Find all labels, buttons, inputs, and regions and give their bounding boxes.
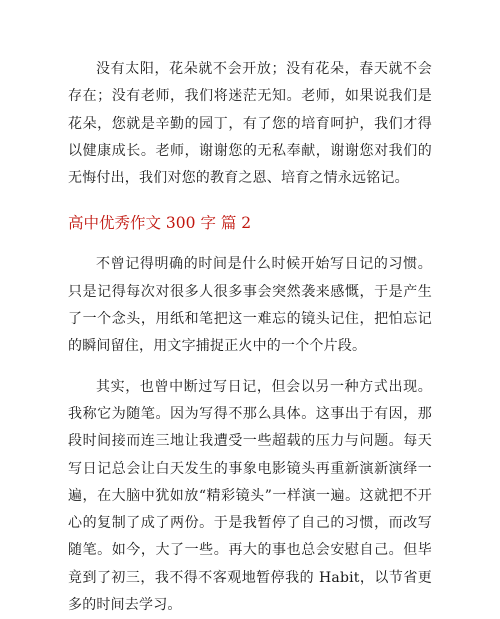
article	[68, 56, 432, 619]
article-paragraph: 不曾记得明确的时间是什么时候开始写日记的习惯。只是记得每次对很多人很多事会突然袭来感慨，于是产生了一个念头，用纸和笔把这一难忘的镜头记住，把怕忘记的瞬间留住，用文字捕捉正火中的一个个片段。	[68, 256, 432, 355]
article-paragraph: 没有太阳，花朵就不会开放；没有花朵，春天就不会存在；没有老师，我们将迷茫无知。老师，如果说我们是花朵，您就是辛勤的园丁，有了您的培育呵护，我们才得以健康成长。老师，谢谢您的无私奉献，谢谢您对我们的无悔付出，我们对您的教育之恩、培育之情永远铭记。	[68, 61, 432, 187]
section-heading: 高中优秀作文 300 字 篇 2	[68, 214, 252, 233]
article-paragraph: 其实，也曾中断过写日记，但会以另一种方式出现。我称它为随笔。因为写得不那么具体。这事出于有因，那段时间接而连三地让我遭受一些超载的压力与问题。每天写日记总会让白天发生的事象电影镜头再重新演新演绎一遍，在大脑中犹如放“精彩镜头”一样演一遍。这就把不开心的复制了成了两份。于是我暂停了自己的习惯，而改写随笔。如今，大了一些。再大的事也总会安慰自己。但毕竟到了初三，我不得不客观地暂停我的 Habit，以节省更多的时间去学习。	[68, 378, 432, 614]
